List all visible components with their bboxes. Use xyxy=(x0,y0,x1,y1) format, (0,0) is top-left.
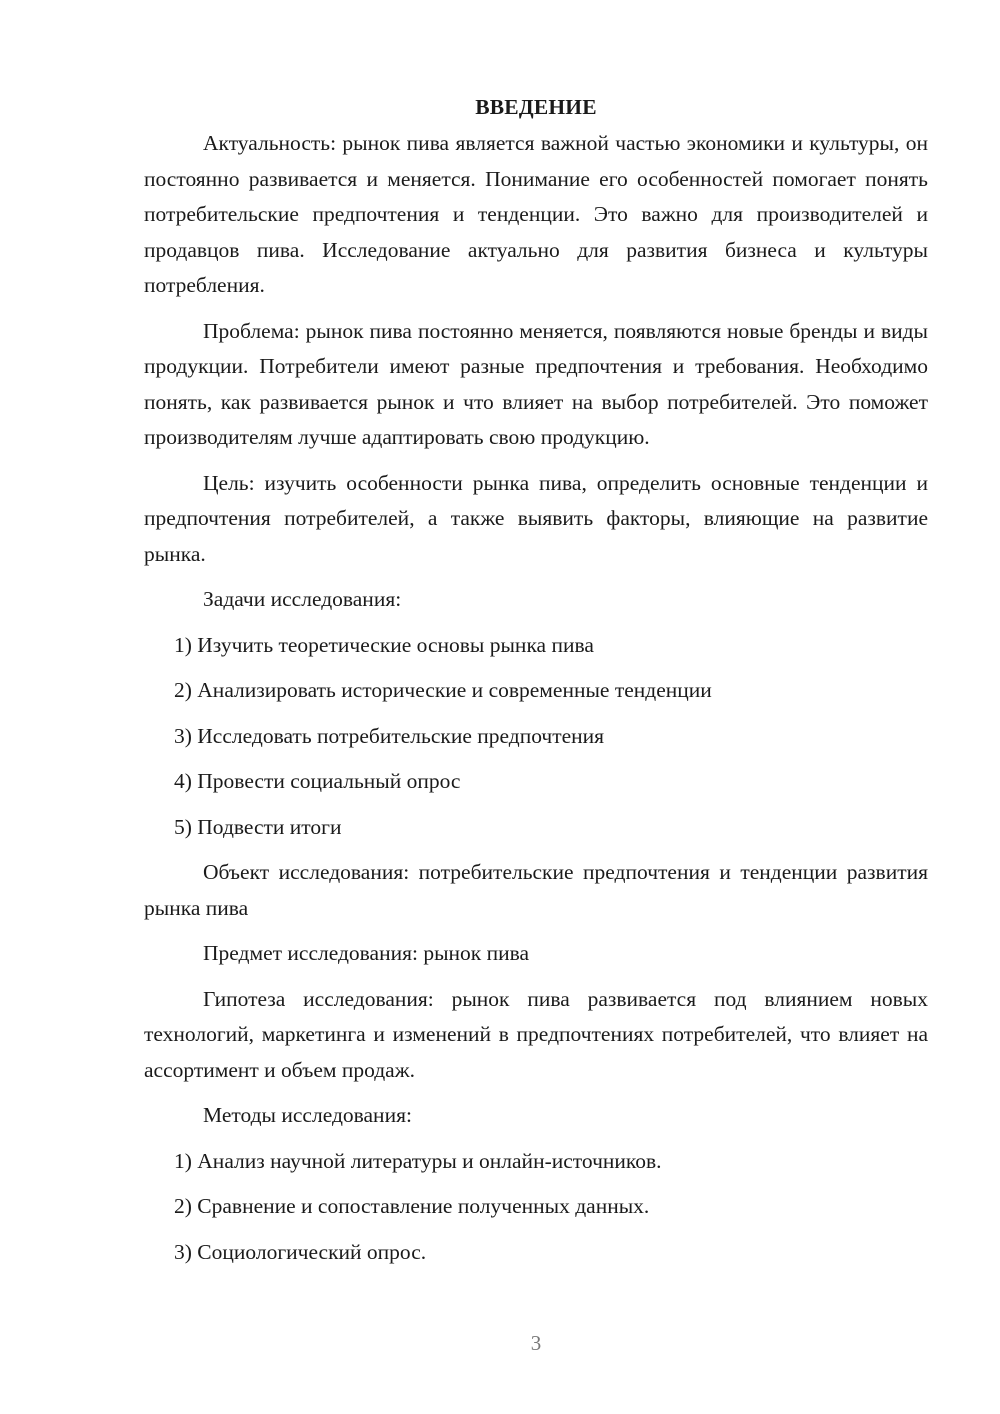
hypothesis-paragraph: Гипотеза исследования: рынок пива развивается под влиянием новых технологий, маркетинга и изменений в предпочтениях потребителей, что влияет на ассортимент и объем продаж. xyxy=(144,986,928,1082)
task-item-3: 3) Исследовать потребительские предпочтения xyxy=(174,723,605,748)
task-item-2: 2) Анализировать исторические и современные тенденции xyxy=(174,678,712,702)
methods-heading: Методы исследования: xyxy=(203,1103,412,1127)
document-page xyxy=(144,92,928,1280)
relevance-paragraph: Актуальность: рынок пива является важной частью экономики и культуры, он постоянно развивается и меняется. Понимание его особенностей помогает понять потребительские предпочтения и тенденции. Это важно для производителей и продавцов пива. Исследование актуально для развития бизнеса и культуры потребления. xyxy=(144,131,928,297)
goal-paragraph: Цель: изучить особенности рынка пива, определить основные тенденции и предпочтения потребителей, а также выявить факторы, влияющие на развитие рынка. xyxy=(144,470,928,566)
tasks-list xyxy=(144,628,928,846)
section-title: ВВЕДЕНИЕ xyxy=(475,95,597,119)
method-item-1: 1) Анализ научной литературы и онлайн-источников. xyxy=(174,1148,662,1173)
task-item-4: 4) Провести социальный опрос xyxy=(174,769,461,793)
object-paragraph: Объект исследования: потребительские предпочтения и тенденции развития рынка пива xyxy=(144,860,928,920)
method-item-3: 3) Социологический опрос. xyxy=(174,1239,427,1264)
task-item-1: 1) Изучить теоретические основы рынка пива xyxy=(174,632,594,657)
method-item-2: 2) Сравнение и сопоставление полученных данных. xyxy=(174,1194,650,1218)
tasks-heading: Задачи исследования: xyxy=(203,587,402,611)
task-item-5: 5) Подвести итоги xyxy=(174,814,342,839)
page-number: 3 xyxy=(530,1331,542,1355)
methods-list xyxy=(144,1144,928,1271)
subject-paragraph: Предмет исследования: рынок пива xyxy=(203,941,530,965)
problem-paragraph: Проблема: рынок пива постоянно меняется, появляются новые бренды и виды продукции. Потребители имеют разные предпочтения и требования. Необходимо понять, как развивается рынок и что влияет на выбор потребителей. Это поможет производителям лучше адаптировать свою продукцию. xyxy=(144,318,928,449)
